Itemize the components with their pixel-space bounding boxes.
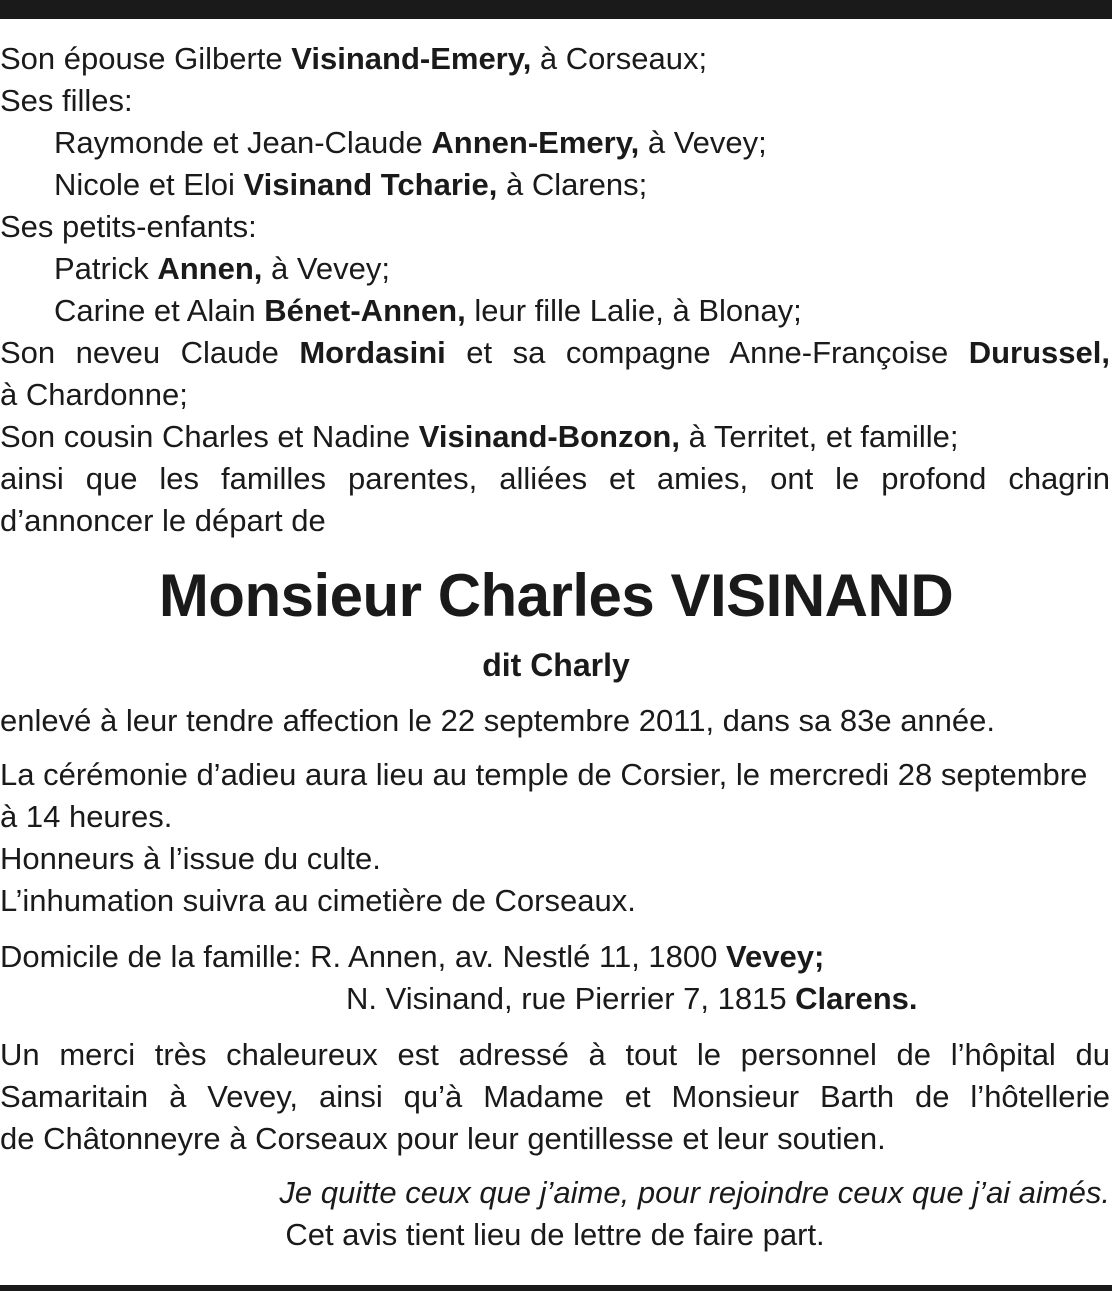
thanks-line-3: de Châtonneyre à Corseaux pour leur gentillesse et leur soutien. xyxy=(0,1121,886,1156)
thanks-block xyxy=(0,1034,1110,1160)
family-line-nephew: Son neveu Claude Mordasini et sa compagne Anne-Françoise Durussel, xyxy=(0,335,1110,370)
family-line-nephew-place: à Chardonne; xyxy=(0,377,188,412)
family-line-daughter-2: Nicole et Eloi Visinand Tcharie, à Clarens; xyxy=(54,167,648,202)
deceased-nickname: dit Charly xyxy=(482,647,630,683)
family-line-daughters-heading: Ses filles: xyxy=(0,83,133,118)
thanks-line-2: Samaritain à Vevey, ainsi qu’à Madame et Monsieur Barth de l’hôtellerie xyxy=(0,1079,1110,1114)
burial-line: L’inhumation suivra au cimetière de Corseaux. xyxy=(0,883,636,918)
domicile-line-2: N. Visinand, rue Pierrier 7, 1815 Clarens. xyxy=(346,981,918,1016)
family-line-grandchildren-heading: Ses petits-enfants: xyxy=(0,209,257,244)
quote-line: Je quitte ceux que j’aime, pour rejoindre ceux que j’ai aimés. xyxy=(279,1175,1110,1210)
passing-line: enlevé à leur tendre affection le 22 septembre 2011, dans sa 83e année. xyxy=(0,703,996,738)
ceremony-block xyxy=(0,754,1110,922)
ceremony-line-1: La cérémonie d’adieu aura lieu au temple de Corsier, le mercredi 28 septembre xyxy=(0,757,1088,792)
bottom-rule xyxy=(0,1285,1112,1291)
thanks-line-1: Un merci très chaleureux est adressé à tout le personnel de l’hôpital du xyxy=(0,1037,1110,1072)
family-list xyxy=(0,38,1110,542)
family-line-spouse: Son épouse Gilberte Visinand-Emery, à Corseaux; xyxy=(0,41,708,76)
family-line-announce: d’annoncer le départ de xyxy=(0,503,326,538)
closing-line: Cet avis tient lieu de lettre de faire part. xyxy=(285,1217,825,1252)
ceremony-line-2: à 14 heures. xyxy=(0,799,173,834)
deceased-name: Monsieur Charles VISINAND xyxy=(158,562,954,629)
quote-block xyxy=(0,1172,1110,1256)
family-line-cousin: Son cousin Charles et Nadine Visinand-Bonzon, à Territet, et famille; xyxy=(0,419,959,454)
family-line-grandchild-2: Carine et Alain Bénet-Annen, leur fille Lalie, à Blonay; xyxy=(54,293,802,328)
top-rule xyxy=(0,0,1112,19)
family-line-relatives: ainsi que les familles parentes, alliées et amies, ont le profond chagrin xyxy=(0,461,1110,496)
family-line-daughter-1: Raymonde et Jean-Claude Annen-Emery, à Vevey; xyxy=(54,125,767,160)
honours-line: Honneurs à l’issue du culte. xyxy=(0,841,381,876)
passing-text xyxy=(0,700,1110,742)
domicile-line-1: Domicile de la famille: R. Annen, av. Nestlé 11, 1800 Vevey; xyxy=(0,939,825,974)
domicile-block xyxy=(0,936,1110,1020)
family-line-grandchild-1: Patrick Annen, à Vevey; xyxy=(54,251,390,286)
